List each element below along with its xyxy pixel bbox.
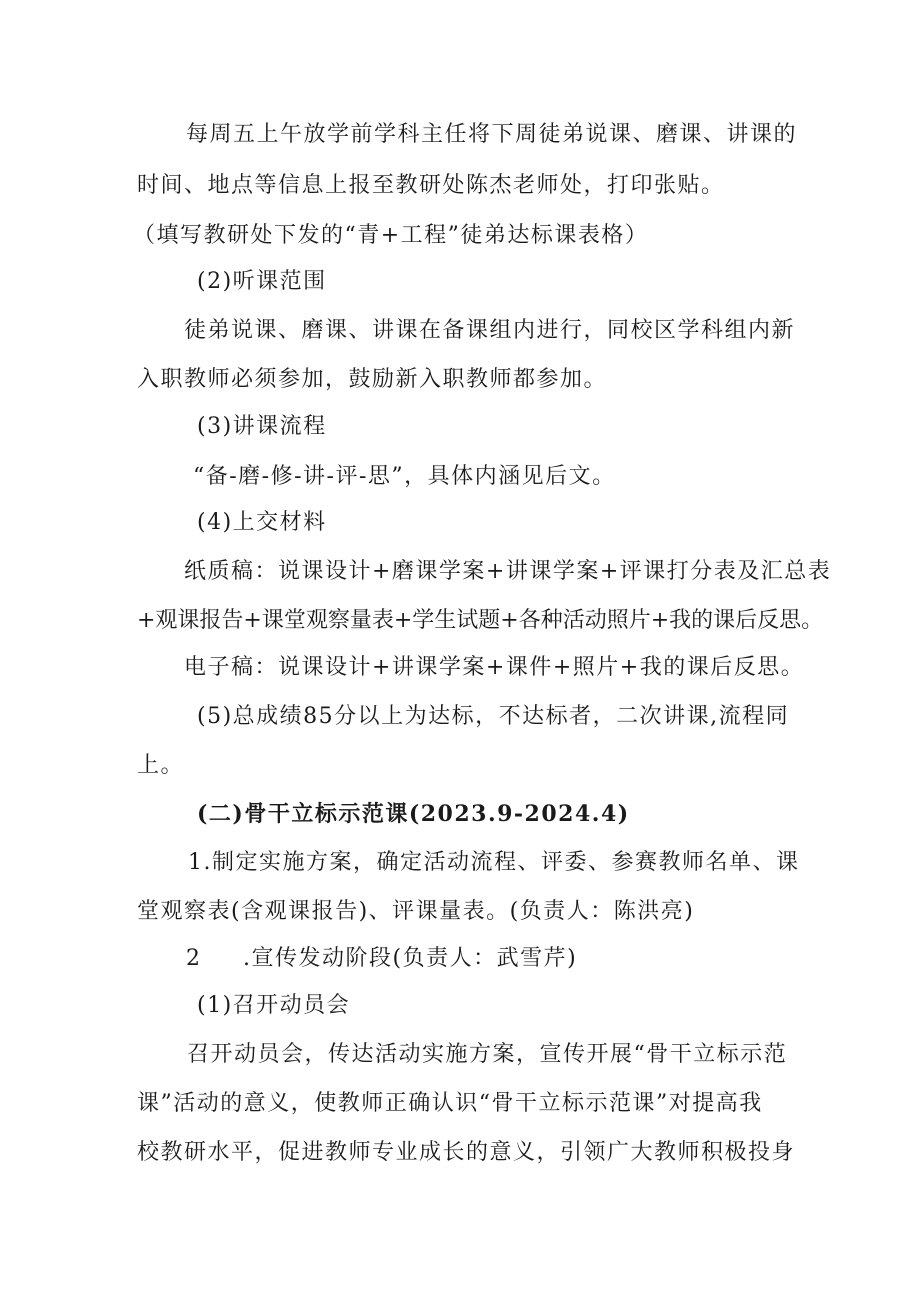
section-heading: (1)召开动员会 bbox=[197, 993, 351, 1018]
paragraph-line: （填写教研处下发的“青+工程”徒弟达标课表格） bbox=[133, 223, 649, 248]
paragraph-line: 每周五上午放学前学科主任将下周徒弟说课、磨课、讲课的 bbox=[186, 122, 798, 147]
paragraph-line: 1.制定实施方案，确定活动流程、评委、参赛教师名单、课 bbox=[188, 850, 800, 875]
paragraph-line: 课”活动的意义，使教师正确认识“骨干立标示范课”对提高我 bbox=[137, 1091, 763, 1116]
paragraph-line: “备-磨-修-讲-评-思”，具体内涵见后文。 bbox=[193, 464, 616, 489]
paragraph-line: 召开动员会，传达活动实施方案，宣传开展“骨干立标示范 bbox=[187, 1042, 788, 1067]
section-heading: (5)总成绩85分以上为达标，不达标者，二次讲课,流程同 bbox=[197, 704, 790, 729]
paragraph-line: .宣传发动阶段(负责人：武雪芹) bbox=[243, 946, 578, 971]
paragraph-line: 时间、地点等信息上报至教研处陈杰老师处，打印张贴。 bbox=[137, 173, 725, 198]
section-title: (二)骨干立标示范课(2023.9-2024.4) bbox=[197, 801, 630, 827]
paragraph-line: 电子稿：说课设计+讲课学案+课件+照片+我的课后反思。 bbox=[184, 655, 805, 680]
paragraph-line: 纸质稿：说课设计+磨课学案+讲课学案+评课打分表及汇总表 bbox=[184, 559, 832, 584]
section-heading: (3)讲课流程 bbox=[197, 414, 327, 439]
section-heading: (4)上交材料 bbox=[197, 510, 327, 535]
paragraph-line: 堂观察表(含观课报告)、评课量表。(负责人：陈洪亮) bbox=[137, 899, 695, 924]
paragraph-line: +观课报告+课堂观察量表+学生试题+各种活动照片+我的课后反思。 bbox=[137, 608, 824, 633]
list-number: 2 bbox=[186, 946, 202, 971]
paragraph-line: 徒弟说课、磨课、讲课在备课组内进行，同校区学科组内新 bbox=[184, 318, 796, 343]
paragraph-line: 入职教师必须参加，鼓励新入职教师都参加。 bbox=[137, 367, 608, 392]
paragraph-line: 校教研水平，促进教师专业成长的意义，引领广大教师积极投身 bbox=[137, 1140, 796, 1165]
section-heading: (2)听课范围 bbox=[197, 269, 327, 294]
paragraph-line: 上。 bbox=[137, 753, 185, 778]
